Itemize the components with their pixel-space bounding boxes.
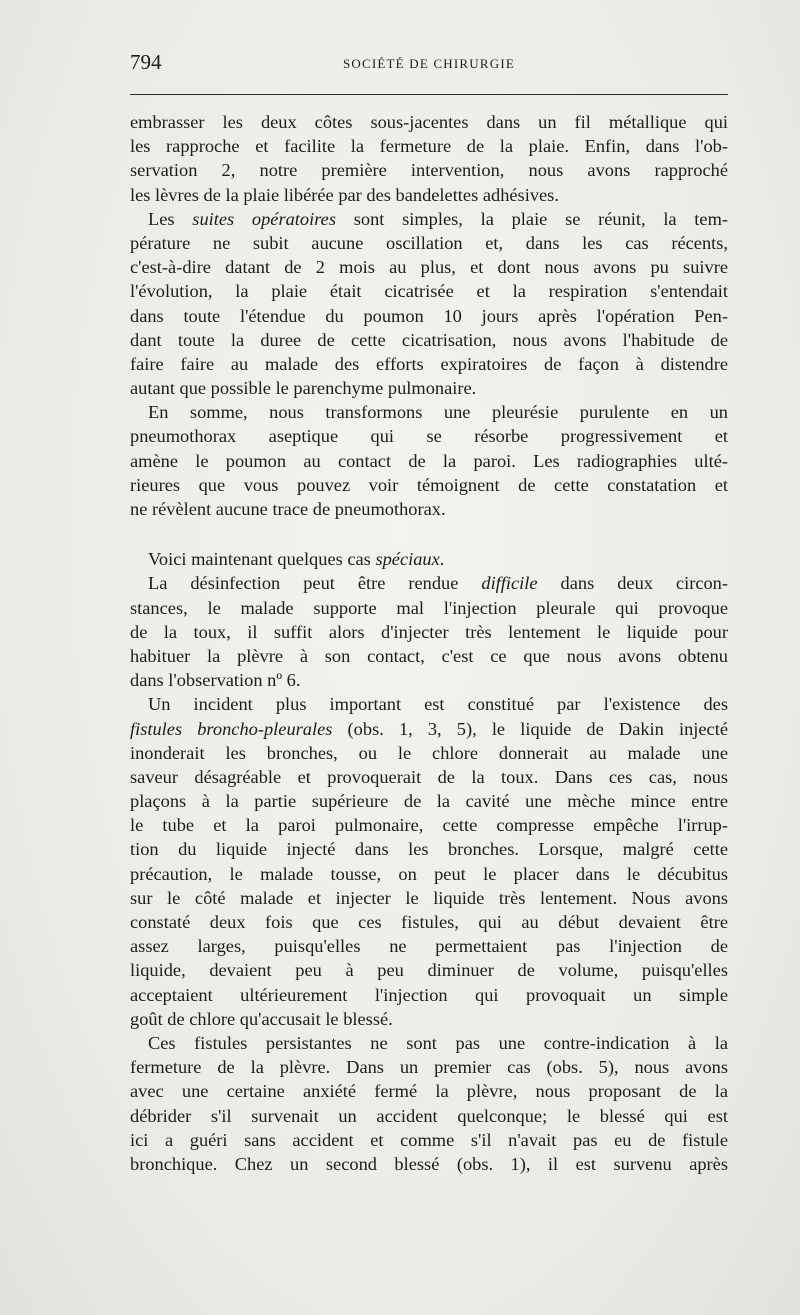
text-line: Un incident plus important est constitué par l'existence des: [148, 694, 728, 715]
text-line: de la toux, il suffit alors d'injecter très lentement le liquide pour: [130, 621, 728, 642]
text-line: stances, le malade supporte mal l'injection pleurale qui provoque: [130, 597, 728, 618]
text-line: plaçons à la partie supérieure de la cavité une mèche mince entre: [130, 791, 728, 812]
text-line: autant que possible le parenchyme pulmonaire.: [130, 378, 477, 399]
text-line: bronchique. Chez un second blessé (obs. 1), il est survenu après: [130, 1153, 728, 1174]
text-line: fistules broncho-pleurales (obs. 1, 3, 5), le liquide de Dakin injecté: [130, 718, 728, 739]
text-line: avec une certaine anxiété fermé la plèvre, nous proposant de la: [130, 1081, 728, 1102]
text-line: embrasser les deux côtes sous-jacentes dans un fil métallique qui: [130, 112, 728, 132]
text-line: pneumothorax aseptique qui se résorbe progressivement et: [130, 426, 728, 447]
text-line: dant toute la duree de cette cicatrisation, nous avons l'habitude de: [130, 329, 728, 350]
text-line: sur le côté malade et injecter le liquide très lentement. Nous avons: [130, 887, 728, 908]
text-line: pérature ne subit aucune oscillation et, dans les cas récents,: [130, 232, 728, 253]
page-header: [130, 50, 728, 80]
body-text: [130, 110, 728, 1176]
text-line: ne révèlent aucune trace de pneumothorax.: [130, 499, 446, 519]
text-line: l'évolution, la plaie était cicatrisée et la respiration s'entendait: [130, 281, 728, 302]
text-line: La désinfection peut être rendue difficile dans deux circon-: [148, 573, 728, 594]
text-line: constaté deux fois que ces fistules, qui au début devaient être: [130, 912, 728, 932]
text-line: dans toute l'étendue du poumon 10 jours après l'opération Pen-: [130, 305, 728, 326]
text-line: rieures que vous pouvez voir témoignent de cette constatation et: [130, 474, 728, 495]
header-rule: [130, 94, 728, 95]
text-line: tion du liquide injecté dans les bronches. Lorsque, malgré cette: [130, 839, 728, 860]
page-number: 794: [130, 50, 162, 74]
text-line: liquide, devaient peu à peu diminuer de volume, puisqu'elles: [130, 960, 728, 981]
text-line: ici a guéri sans accident et comme s'il n'avait pas eu de fistule: [130, 1129, 728, 1150]
running-head: SOCIÉTÉ DE CHIRURGIE: [342, 56, 516, 71]
paragraph-3: [130, 400, 728, 521]
paragraph-4: [130, 547, 728, 571]
text-line: assez larges, puisqu'elles ne permettaient pas l'injection de: [130, 936, 728, 957]
paragraph-5: [130, 571, 728, 692]
text-line: Les suites opératoires sont simples, la plaie se réunit, la tem-: [148, 208, 729, 229]
text-line: saveur désagréable et provoquerait de la toux. Dans ces cas, nous: [130, 766, 728, 787]
paragraph-7: [130, 1031, 728, 1176]
text-line: les rapproche et facilite la fermeture de la plaie. Enfin, dans l'ob-: [130, 136, 728, 157]
text-line: acceptaient ultérieurement l'injection qui provoquait un simple: [130, 984, 728, 1005]
paragraph-6: [130, 692, 728, 1031]
text-line: les lèvres de la plaie libérée par des bandelettes adhésives.: [130, 184, 559, 205]
text-line: habituer la plèvre à son contact, c'est ce que nous avons obtenu: [130, 645, 728, 666]
section-gap: [130, 521, 728, 547]
text-line: dans l'observation nº 6.: [130, 670, 301, 691]
text-line: faire faire au malade des efforts expiratoires de façon à distendre: [130, 353, 728, 374]
paragraph-2: [130, 207, 728, 401]
text-line: Voici maintenant quelques cas spéciaux.: [148, 549, 445, 570]
text-line: fermeture de la plèvre. Dans un premier cas (obs. 5), nous avons: [130, 1057, 728, 1078]
text-line: En somme, nous transformons une pleurésie purulente en un: [148, 402, 728, 423]
paragraph-1: [130, 110, 728, 207]
text-line: Ces fistules persistantes ne sont pas une contre-indication à la: [148, 1032, 728, 1053]
text-line: amène le poumon au contact de la paroi. Les radiographies ulté-: [130, 450, 728, 471]
text-line: le tube et la paroi pulmonaire, cette compresse empêche l'irrup-: [130, 815, 728, 836]
text-line: c'est-à-dire datant de 2 mois au plus, et dont nous avons pu suivre: [130, 257, 728, 278]
text-line: inonderait les bronches, ou le chlore donnerait au malade une: [130, 742, 728, 763]
text-line: goût de chlore qu'accusait le blessé.: [130, 1008, 393, 1029]
text-line: servation 2, notre première intervention, nous avons rapproché: [130, 160, 728, 181]
text-line: précaution, le malade tousse, on peut le placer dans le décubitus: [130, 863, 728, 884]
text-line: débrider s'il survenait un accident quelconque; le blessé qui est: [130, 1105, 728, 1126]
